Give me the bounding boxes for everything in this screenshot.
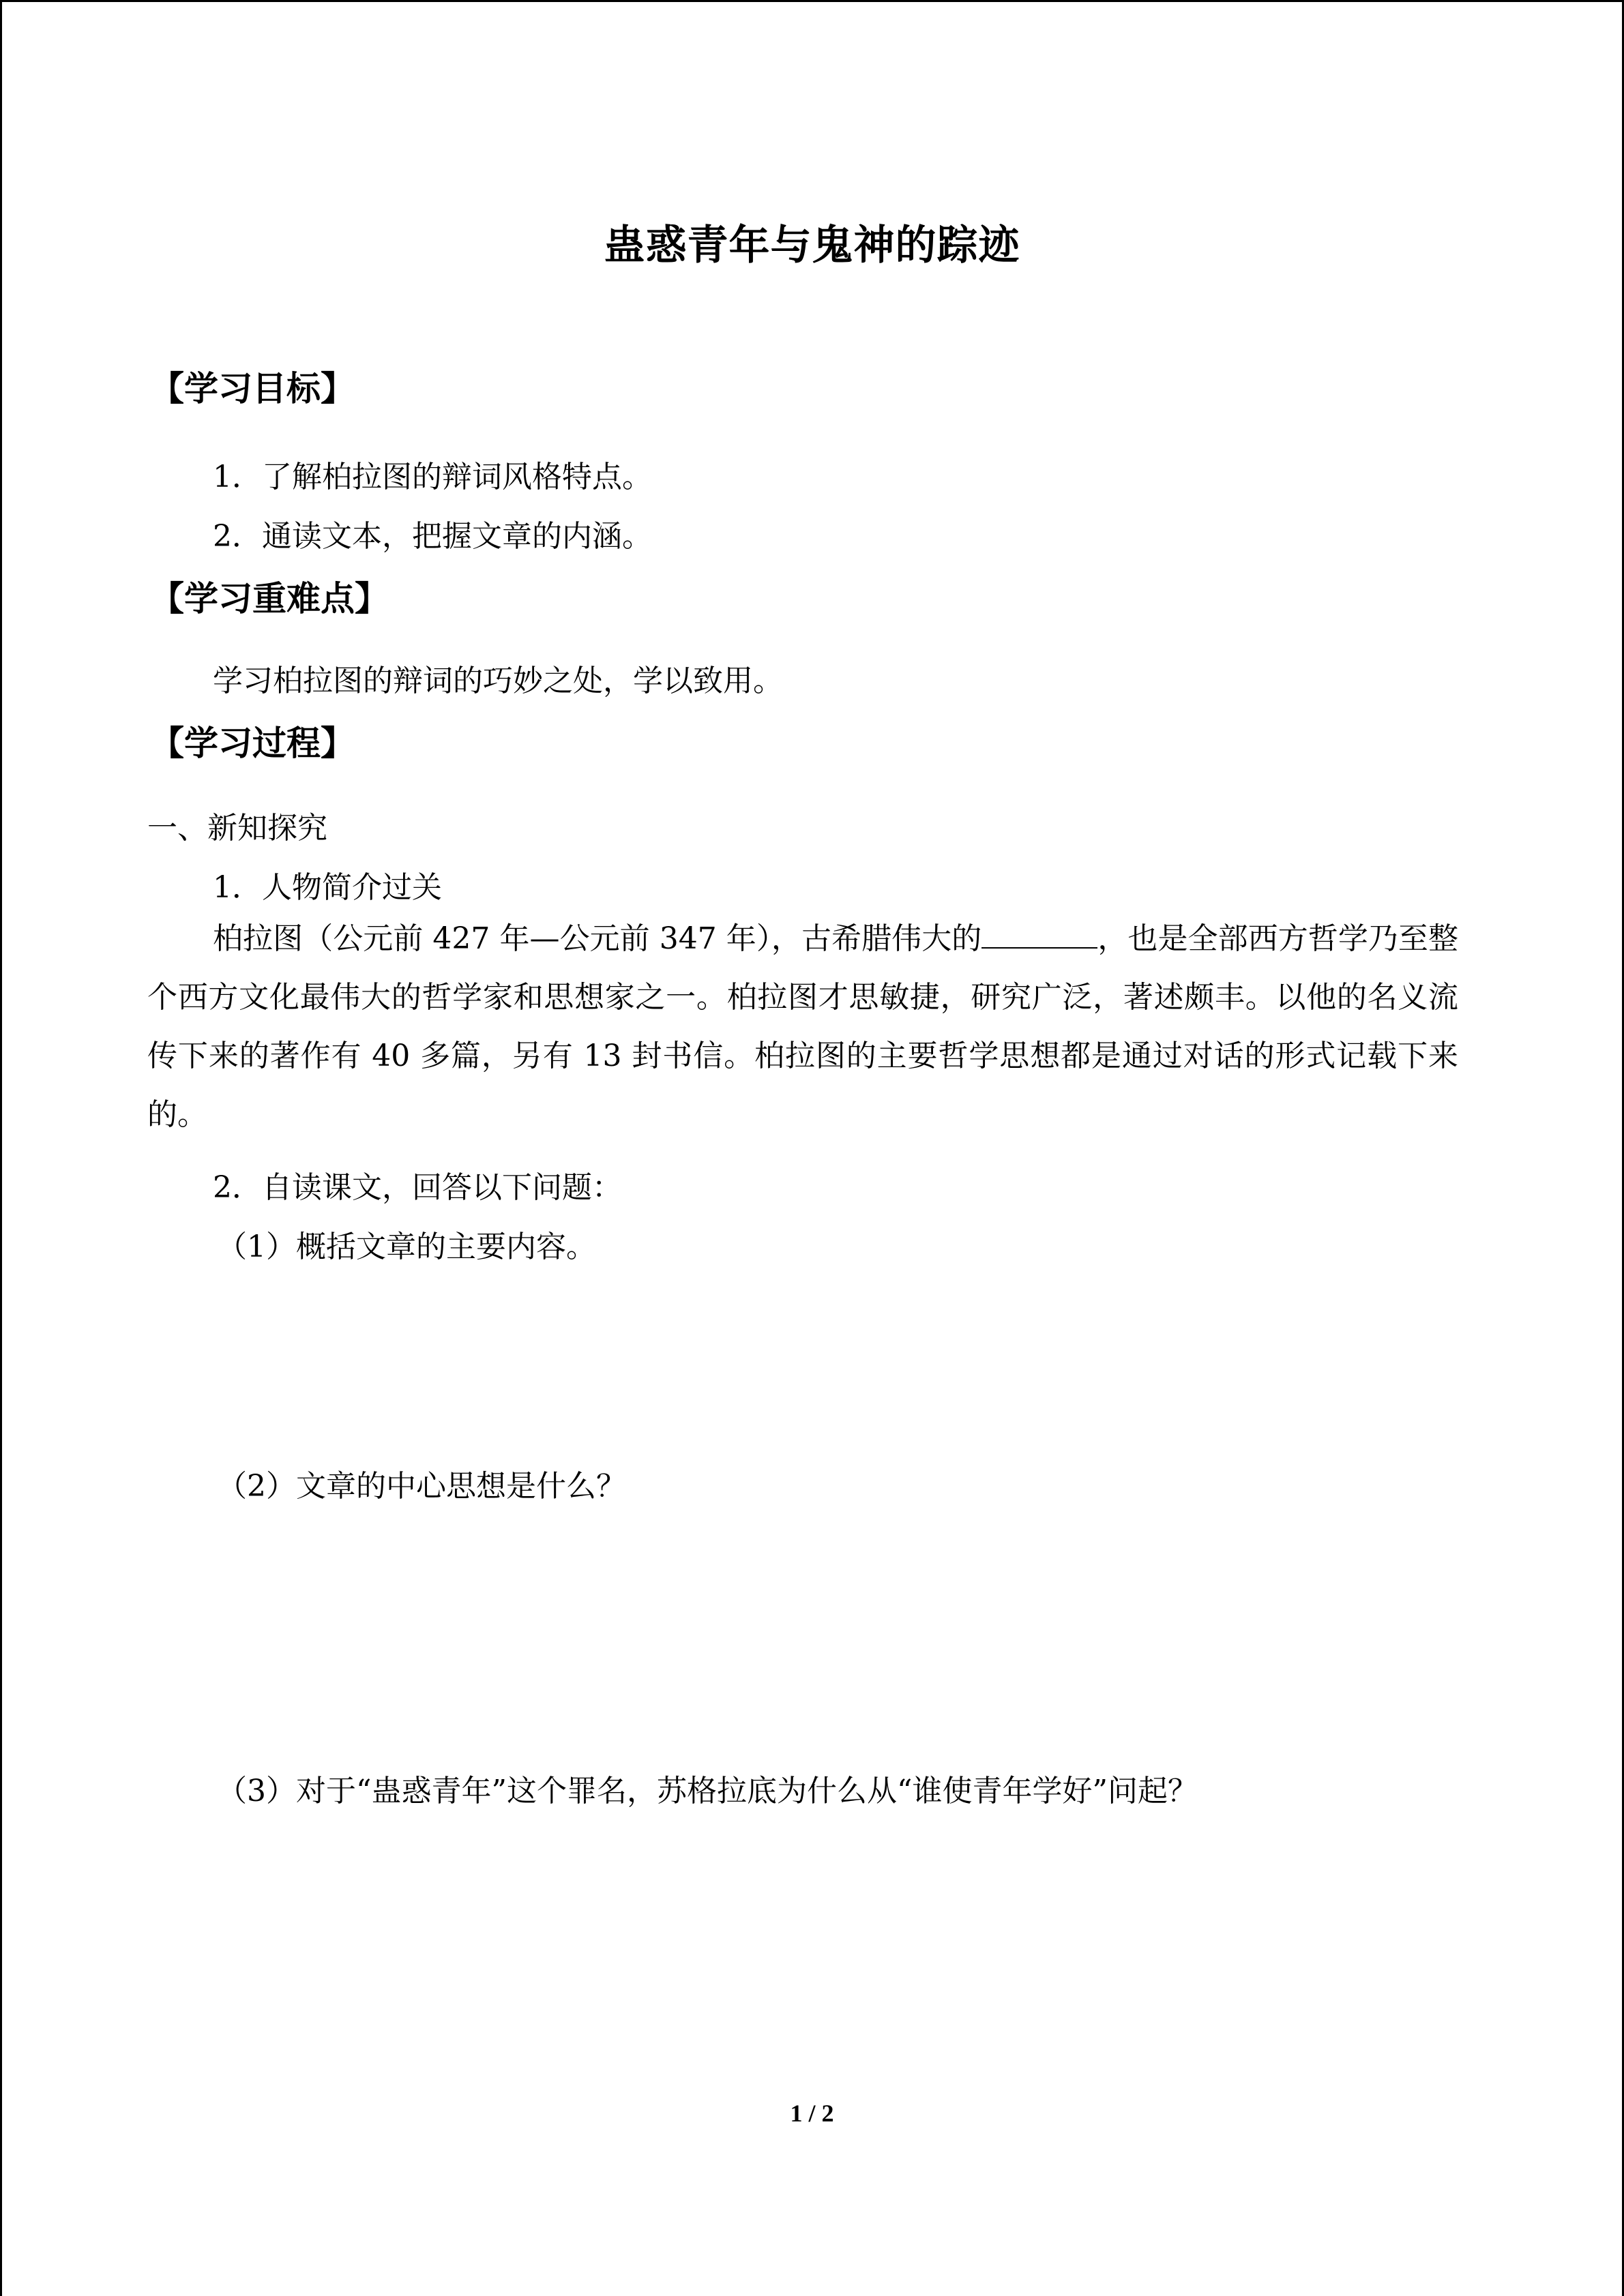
part1-title: 一、新知探究: [147, 811, 327, 846]
bio-text-start: 柏拉图（公元前 427 年—公元前 347 年），古希腊伟大的: [213, 921, 982, 956]
objective-item-1: 1．了解柏拉图的辩词风格特点。: [213, 460, 652, 494]
heading-process: 【学习过程】: [150, 724, 355, 763]
document-title: 蛊惑青年与鬼神的踪迹: [604, 222, 1020, 269]
question-1: （1）概括文章的主要内容。: [217, 1229, 596, 1264]
question-2: （2）文章的中心思想是什么？: [217, 1469, 626, 1504]
page-number: 1 / 2: [790, 2100, 834, 2127]
heading-objectives: 【学习目标】: [150, 369, 355, 408]
fill-in-blank: [981, 921, 1097, 949]
objective-item-2: 2．通读文本，把握文章的内涵。: [213, 519, 652, 554]
question-3: （3）对于“蛊惑青年”这个罪名，苏格拉底为什么从“谁使青年学好”问起？: [217, 1774, 1198, 1808]
bio-text-end: ，也是全部西方哲学乃至整个西方文化最伟大的哲学家和思想家之一。柏拉图才思敏捷，研究广泛，著述颇丰。以他的名义流传下来的著作有 40 多篇，另有 13 封书信。柏拉图的主要哲学思想都是通过对话的形式记载下来的。: [147, 921, 1458, 1132]
item2-title: 2．自读课文，回答以下问题：: [213, 1170, 622, 1205]
item1-title: 1．人物简介过关: [213, 870, 442, 905]
bio-paragraph: [147, 910, 1458, 1144]
heading-key-points: 【学习重难点】: [150, 579, 389, 618]
key-points-text: 学习柏拉图的辩词的巧妙之处，学以致用。: [213, 664, 783, 698]
